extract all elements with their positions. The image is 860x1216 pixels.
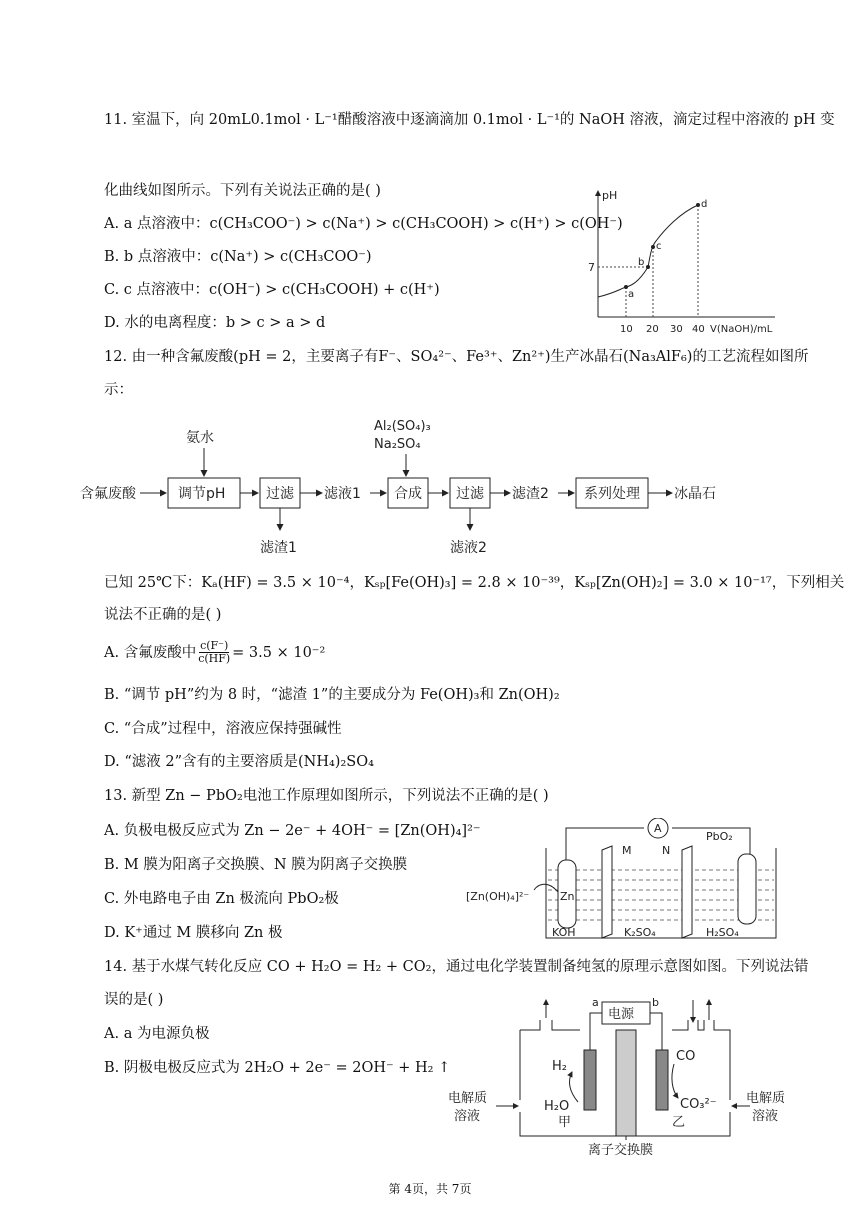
q13-membrane-n: N — [662, 844, 671, 857]
flow-end-cryolite: 冰晶石 — [674, 486, 716, 502]
q11-x-axis-label: V(NaOH)/mL — [710, 324, 773, 335]
q11-y-axis-label: pH — [602, 189, 618, 202]
q14-h2o-label: H₂O — [544, 1099, 570, 1114]
q11-point-d: d — [701, 199, 708, 210]
q13-ammeter: A — [654, 822, 662, 835]
q14-power-source: 电源 — [608, 1007, 635, 1022]
q14-stem-line2: 误的是( ) — [104, 992, 164, 1008]
q14-electrolyte-left-1: 电解质 — [448, 1091, 488, 1106]
q13-option-c: C. 外电路电子由 Zn 极流向 PbO₂极 — [104, 891, 339, 907]
flow-start: 含氟废酸 — [80, 486, 136, 502]
q13-pbo2-label: PbO₂ — [706, 830, 733, 843]
q11-titration-chart — [580, 185, 790, 340]
flow-step-filter-2: 过滤 — [456, 486, 484, 502]
q11-stem-line1: 11. 室温下，向 20mL0.1mol · L⁻¹醋酸溶液中逐滴滴加 0.1mol · L⁻¹的 NaOH 溶液，滴定过程中溶液的 pH 变 — [104, 112, 835, 128]
q14-option-a: A. a 为电源负极 — [104, 1026, 210, 1042]
q13-k2so4-label: K₂SO₄ — [624, 926, 656, 939]
q14-electrolyte-right-1: 电解质 — [746, 1091, 786, 1106]
q14-electrolyte-left-2: 溶液 — [454, 1109, 481, 1124]
q12-stem-line1: 12. 由一种含氟废酸(pH = 2，主要离子有F⁻、SO₄²⁻、Fe³⁺、Zn²⁺)生产冰晶石(Na₃AlF₆)的工艺流程如图所 — [104, 349, 809, 365]
q14-membrane-label: 离子交换膜 — [588, 1143, 654, 1158]
q11-point-a: a — [628, 289, 635, 300]
flow-reagent-ammonia: 氨水 — [186, 430, 214, 446]
q14-electrolysis-diagram — [440, 990, 800, 1160]
q14-terminal-a: a — [592, 996, 599, 1009]
q12-flow-diagram — [78, 418, 778, 563]
q11-x-tick-40: 40 — [692, 324, 705, 335]
q11-titration-curve — [598, 205, 698, 297]
q12-known-line2: 说法不正确的是( ) — [104, 607, 222, 623]
flow-mid-filtrate-1: 滤液1 — [324, 486, 361, 502]
q12-fraction-numerator: c(F⁻) — [200, 639, 229, 652]
q14-electrolyte-right-2: 溶液 — [752, 1109, 779, 1124]
q11-point-b: b — [638, 257, 645, 268]
flow-reagent-al2so43: Al₂(SO₄)₃ — [374, 419, 431, 434]
q12-option-c: C. “合成”过程中，溶液应保持强碱性 — [104, 721, 342, 737]
q11-option-c: C. c 点溶液中：c(OH⁻) > c(CH₃COOH) + c(H⁺) — [104, 282, 440, 298]
q12-option-d: D. “滤液 2”含有的主要溶质是(NH₄)₂SO₄ — [104, 754, 374, 770]
q12-option-a-fraction — [198, 640, 230, 665]
q14-chamber-yi: 乙 — [672, 1115, 686, 1130]
q14-stem-line1: 14. 基于水煤气转化反应 CO + H₂O = H₂ + CO₂，通过电化学装置制备纯氢的原理示意图如图。下列说法错 — [104, 959, 809, 975]
q13-h2so4-label: H₂SO₄ — [706, 926, 739, 939]
flow-out-residue-1: 滤渣1 — [260, 540, 297, 556]
page-footer: 第 4页，共 7页 — [388, 1182, 472, 1196]
flow-step-adjust-ph: 调节pH — [178, 486, 226, 502]
q13-membrane-m: M — [622, 844, 632, 857]
q11-x-tick-30: 30 — [670, 324, 683, 335]
q12-option-a — [104, 640, 325, 665]
q14-h2-label: H₂ — [552, 1059, 567, 1074]
q11-x-tick-10: 10 — [620, 324, 633, 335]
q12-option-b: B. “调节 pH”约为 8 时，“滤渣 1”的主要成分为 Fe(OH)₃和 Zn(OH)₂ — [104, 687, 560, 703]
q11-y-tick-7: 7 — [588, 261, 595, 274]
q11-option-d: D. 水的电离程度：b > c > a > d — [104, 315, 326, 331]
q12-option-a-prefix: A. 含氟废酸中 — [104, 644, 197, 661]
flow-step-synthesis: 合成 — [394, 486, 422, 502]
q13-option-b: B. M 膜为阳离子交换膜、N 膜为阴离子交换膜 — [104, 857, 408, 873]
q13-zn-label: Zn — [560, 890, 575, 903]
q11-option-a: A. a 点溶液中：c(CH₃COO⁻) > c(Na⁺) > c(CH₃COOH) > c(H⁺) > c(OH⁻) — [104, 216, 623, 232]
q12-stem-line2: 示： — [104, 382, 133, 398]
q14-option-b: B. 阴极电极反应式为 2H₂O + 2e⁻ = 2OH⁻ + H₂ ↑ — [104, 1060, 451, 1076]
q11-x-tick-20: 20 — [646, 324, 659, 335]
flow-mid-residue-2: 滤渣2 — [512, 486, 549, 502]
q14-co3-label: CO₃²⁻ — [680, 1097, 717, 1112]
q12-known-line1: 已知 25℃下：Kₐ(HF) = 3.5 × 10⁻⁴，Kₛₚ[Fe(OH)₃] = 2.8 × 10⁻³⁹，Kₛₚ[Zn(OH)₂] = 3.0 × 10⁻¹⁷，下列相关 — [104, 575, 845, 591]
flow-step-series-process: 系列处理 — [584, 486, 640, 502]
q13-option-d: D. K⁺通过 M 膜移向 Zn 极 — [104, 925, 283, 941]
q13-complex-ion: [Zn(OH)₄]²⁻ — [466, 890, 530, 903]
flow-reagent-na2so4: Na₂SO₄ — [374, 437, 421, 452]
q12-option-a-value: = 3.5 × 10⁻² — [232, 644, 326, 661]
q14-terminal-b: b — [652, 996, 659, 1009]
q11-stem-line2: 化曲线如图所示。下列有关说法正确的是( ) — [104, 183, 381, 199]
q11-option-b: B. b 点溶液中：c(Na⁺) > c(CH₃COO⁻) — [104, 249, 372, 265]
q13-stem: 13. 新型 Zn − PbO₂电池工作原理如图所示，下列说法不正确的是( ) — [104, 788, 549, 804]
q14-chamber-jia: 甲 — [558, 1115, 572, 1130]
q13-koh-label: KOH — [552, 926, 576, 939]
q13-option-a: A. 负极电极反应式为 Zn − 2e⁻ + 4OH⁻ = [Zn(OH)₄]²⁻ — [104, 823, 481, 839]
flow-step-filter-1: 过滤 — [266, 486, 294, 502]
q12-fraction-denominator: c(HF) — [198, 652, 231, 665]
q14-co-label: CO — [676, 1049, 696, 1064]
q11-point-c: c — [656, 241, 662, 252]
flow-out-filtrate-2: 滤液2 — [450, 540, 487, 556]
q13-battery-diagram — [462, 818, 792, 946]
